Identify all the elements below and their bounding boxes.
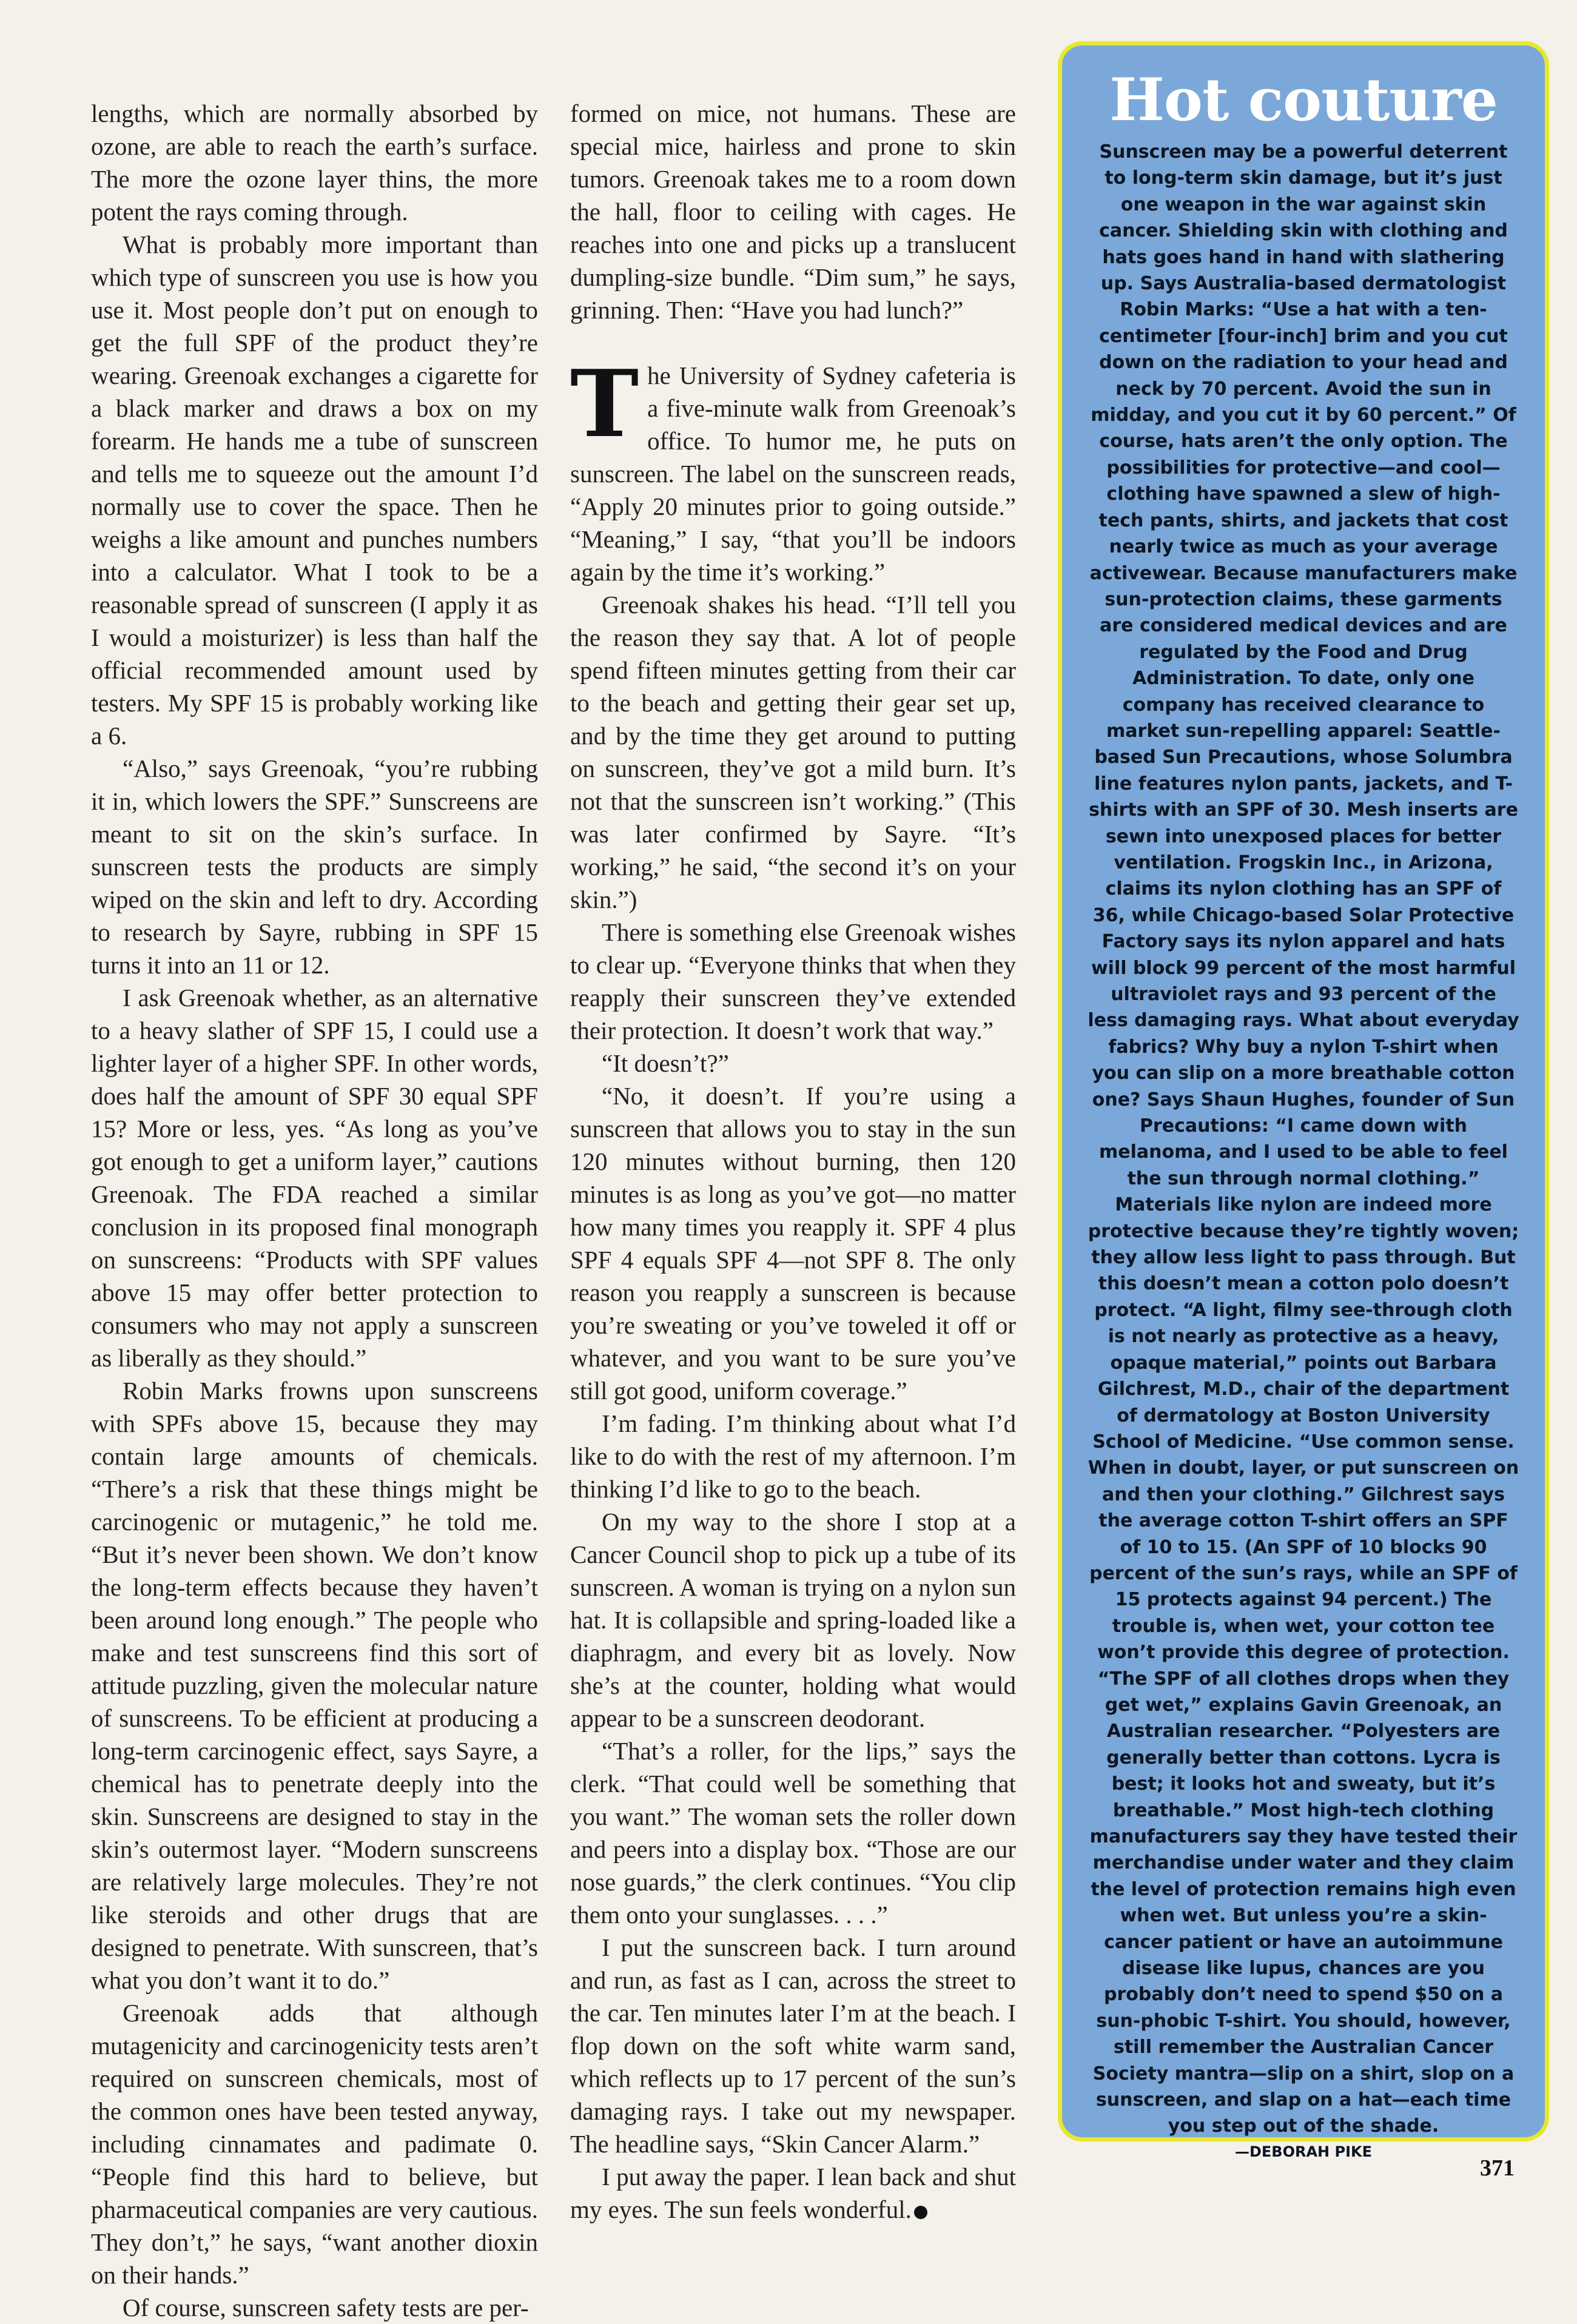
sidebar-byline: —DEBORAH PIKE (1234, 2143, 1373, 2160)
paragraph-text: he University of Sydney cafeteria is a five-minute walk from Greenoak’s office. To humor me, he puts on sunscreen. The label on the sunscreen reads, “Apply 20 minutes prior to going outside.” “Meaning,” I say, “that you’ll be indoors again by the time it’s working.” (570, 361, 1016, 586)
paragraph: Greenoak shakes his head. “I’ll tell you the reason they say that. A lot of people spend fifteen minutes getting from their car to the beach and getting their gear set up, and by the time they get around to putting on sunscreen, they’ve got a mild burn. It’s not that the sunscreen isn’t working.” (This was later confirmed by Sayre. “It’s working,” he said, “the second it’s on your skin.”) (570, 591, 1016, 913)
paragraph: “It doesn’t?” (602, 1049, 729, 1077)
paragraph: “No, it doesn’t. If you’re using a sunscreen that allows you to stay in the sun 120 minutes without burning, then 120 minutes is as long as you’ve got—no matter how many times you reapply it. SPF 4 plus SPF 4 equals SPF 4—not SPF 8. The only reason you reapply a sunscreen is because you’re sweating or you’ve toweled it off or whatever, and you want to be sure you’ve still got good, uniform coverage.” (570, 1082, 1016, 1405)
paragraph: “That’s a roller, for the lips,” says the clerk. “That could well be something that you want.” The woman sets the roller down and peers into a display box. “Those are our nose guards,” the clerk continues. “You clip them onto your sunglasses. . . .” (570, 1737, 1016, 1929)
end-mark-icon (914, 2206, 927, 2219)
paragraph: On my way to the shore I stop at a Cancer Council shop to pick up a tube of its sunscreen. A woman is trying on a nylon sun hat. It is collapsible and spring-loaded like a diaphragm, and every bit as lovely. Now she’s at the counter, holding what would appear to be a sunscreen deodorant. (570, 1508, 1016, 1732)
paragraph: What is probably more important than which type of sunscreen you use is how you use it. Most people don’t put on enough to get the full SPF of the product they’re wearing. Greenoak exchanges a cigarette for a black marker and draws a box on my forearm. He hands me a tube of sunscreen and tells me to squeeze out the amount I’d normally use to cover the space. Then he weighs a like amount and punches numbers into a calculator. What I took to be a reasonable spread of sunscreen (I apply it as I would a moisturizer) is less than half the official recommended amount used by testers. My SPF 15 is probably working like a 6. (91, 230, 538, 750)
drop-cap: T (570, 349, 639, 458)
page-number: 371 (1480, 2155, 1515, 2181)
paragraph: Robin Marks frowns upon sunscreens with SPFs above 15, because they may contain large amounts of chemicals. “There’s a risk that these things might be carcinogenic or mutagenic,” he told me. “But it’s never been shown. We don’t know the long-term effects because they haven’t been around long enough.” The people who make and test sunscreens find this sort of attitude puzzling, given the molecular nature of sunscreens. To be efficient at producing a long-term carcinogenic effect, says Sayre, a chemical has to penetrate deeply into the skin. Sunscreens are designed to stay in the skin’s outermost layer. “Modern sunscreens are relatively large molecules. They’re not like steroids and other drugs that are designed to penetrate. With sunscreen, that’s what you don’t want it to do.” (91, 1377, 538, 1994)
paragraph: I put the sunscreen back. I turn around and run, as fast as I can, across the street to the car. Ten minutes later I’m at the beach. I flop down on the soft white warm sand, which reflects up to 17 percent of the sun’s damaging rays. I take out my newspaper. The headline says, “Skin Cancer Alarm.” (570, 1933, 1016, 2158)
sidebar-title: Hot couture (1109, 65, 1498, 134)
paragraph-with-drop-cap (570, 349, 1016, 588)
paragraph: Greenoak adds that although mutagenicity and carcinogenicity tests aren’t required on sunscreen chemicals, most of the common ones have been tested anyway, including cinnamates and padimate 0. “People find this hard to believe, but pharmaceutical companies are very cautious. They don’t,” he says, “want another dioxin on their hands.” (91, 1999, 538, 2289)
paragraph-final (570, 2160, 1016, 2226)
paragraph: formed on mice, not humans. These are special mice, hairless and prone to skin tumors. Greenoak takes me to a room down the hall, floor to ceiling with cages. He reaches into one and picks up a translucent dumpling-size bundle. “Dim sum,” he says, grinning. Then: “Have you had lunch?” (570, 99, 1016, 324)
sidebar-body: Sunscreen may be a powerful deterrent to long-term skin damage, but it’s just one weapon in the war against skin cancer. Shielding skin with clothing and hats goes hand in hand with slathering up. Says Australia-based dermatologist Robin Marks: “Use a hat with a ten-centimeter [four-inch] brim and you cut down on the radiation to your head and neck by 70 percent. Avoid the sun in midday, and you cut it by 60 percent.” Of course, hats aren’t the only option. The possibilities for protective—and cool—clothing have spawned a slew of high-tech pants, shirts, and jackets that cost nearly twice as much as your average activewear. Because manufacturers make sun-protection claims, these garments are considered medical devices and are regulated by the Food and Drug Administration. To date, only one company has received clearance to market sun-repelling apparel: Seattle-based Sun Precautions, whose Solumbra line features nylon pants, jackets, and T-shirts with an SPF of 30. Mesh inserts are sewn into unexposed places for better ventilation. Frogskin Inc., in Arizona, claims its nylon clothing has an SPF of 36, while Chicago-based Solar Protective Factory says its nylon apparel and hats will block 99 percent of the most harmful ultraviolet rays and 93 percent of the less damaging rays. What about everyday fabrics? Why buy a nylon T-shirt when you can slip on a more breathable cotton one? Says Shaun Hughes, founder of Sun Precautions: “I came down with melanoma, and I used to be able to feel the sun through normal clothing.” Materials like nylon are indeed more protective because they’re tightly woven; they allow less light to pass through. But this doesn’t mean a cotton polo doesn’t protect. “A light, filmy see-through cloth is not nearly as protective as a heavy, opaque material,” points out Barbara Gilchrest, M.D., chair of the department of dermatology at Boston University School of Medicine. “Use common sense. When in doubt, layer, or put sunscreen on and then your clothing.” Gilchrest says the average cotton T-shirt offers an SPF of 10 to 15. (An SPF of 10 blocks 90 percent of the sun’s rays, while an SPF of 15 protects against 94 percent.) The trouble is, when wet, your cotton tee won’t provide this degree of protection. “The SPF of all clothes drops when they get wet,” explains Gavin Greenoak, an Australian researcher. “Polyesters are generally better than cottons. Lycra is best; it looks hot and sweaty, but it’s breathable.” Most high-tech clothing manufacturers say they have tested their merchandise under water and they claim the level of protection remains high even when wet. But unless you’re a skin-cancer patient or have an autoimmune disease like lupus, chances are you probably don’t need to spend $50 on a sun-phobic T-shirt. You should, however, still remember the Australian Cancer Society mantra—slip on a shirt, slop on a sunscreen, and slap on a hat—each time you step out of the shade. (1088, 141, 1519, 2137)
paragraph: I ask Greenoak whether, as an alternative to a heavy slather of SPF 15, I could use a lighter layer of a higher SPF. In other words, does half the amount of SPF 30 equal SPF 15? More or less, yes. “As long as you’ve got enough to get a uniform layer,” cautions Greenoak. The FDA reached a similar conclusion in its proposed final monograph on sunscreens: “Products with SPF values above 15 may offer better protection to consumers who may not apply a sunscreen as liberally as they should.” (91, 984, 538, 1372)
paragraph: lengths, which are normally absorbed by ozone, are able to reach the earth’s surface. The more the ozone layer thins, the more potent the rays coming through. (91, 99, 538, 226)
paragraph: Of course, sunscreen safety tests are per- (123, 2294, 529, 2322)
paragraph: I’m fading. I’m thinking about what I’d like to do with the rest of my afternoon. I’m thinking I’d like to go to the beach. (570, 1409, 1016, 1503)
paragraph: There is something else Greenoak wishes to clear up. “Everyone thinks that when they reapply their sunscreen they’ve extended their protection. It doesn’t work that way.” (570, 918, 1016, 1044)
sidebar-box (1058, 41, 1549, 2160)
article-column-2 (570, 97, 1016, 2226)
article-column-1 (91, 97, 538, 2324)
paragraph-text: I put away the paper. I lean back and shut my eyes. The sun feels wonderful. (570, 2163, 1016, 2223)
paragraph: “Also,” says Greenoak, “you’re rubbing it in, which lowers the SPF.” Sunscreens are meant to sit on the skin’s surface. In sunscreen tests the products are simply wiped on the skin and left to dry. According to research by Sayre, rubbing in SPF 15 turns it into an 11 or 12. (91, 754, 538, 979)
